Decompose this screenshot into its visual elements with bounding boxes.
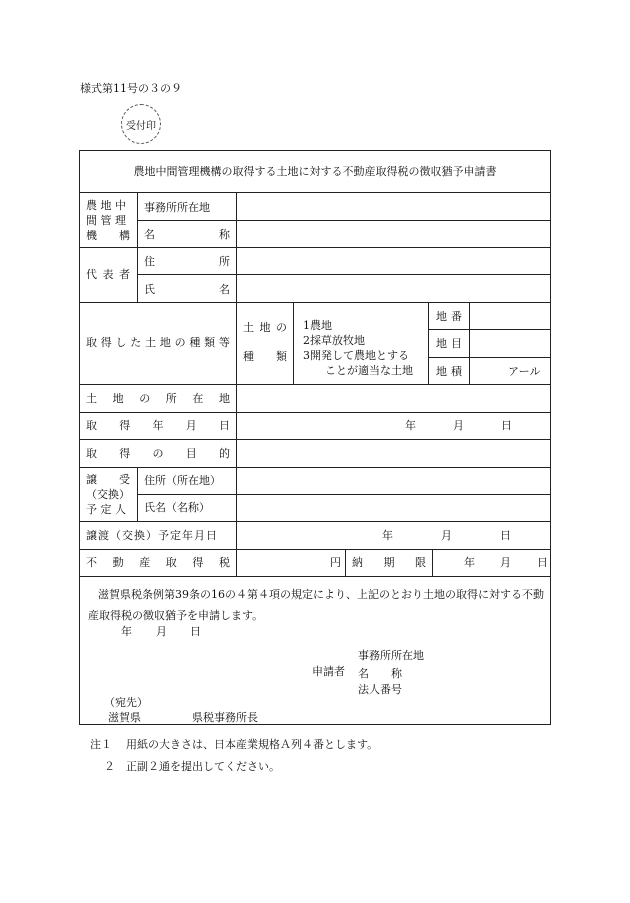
acquisition-purpose-label: 取 得 の 目 的 [86,447,230,460]
office-address-label: 事務所所在地 [144,201,210,214]
land-type-label-1: 土 地 の [243,321,287,334]
land-type-options [303,318,413,378]
representative-heading: 代 表 者 [86,268,130,281]
tax-yen-unit: 円 [330,556,341,569]
land-type-heading: 取 得 し た 土 地 の 種 類 等 [86,336,230,349]
note-2-number: ２ [104,760,115,773]
rule [236,192,237,576]
transferee-heading-line: （交換） [86,488,130,501]
rule [79,467,551,468]
rule [79,549,551,550]
tax-due-label: 納 期 限 [352,556,426,569]
note-2-text: 正副２通を提出してください。 [126,760,280,773]
organization-heading-line: 農 地 中 [86,199,126,212]
reception-stamp-circle [121,104,161,144]
rule [432,549,433,576]
rule [79,521,551,522]
transferee-heading-line: 譲 受 [86,473,130,486]
land-type-option[interactable]: 2採草放牧地 [303,334,365,347]
acquisition-purpose-field[interactable] [240,442,548,464]
transferee-name-label: 氏名（名称） [144,501,210,514]
transferee-address-field[interactable] [240,470,548,492]
date-month[interactable]: 月 [156,625,167,638]
applicant-office-address-label: 事務所所在地 [358,649,424,662]
lot-number-field[interactable] [472,305,548,327]
application-statement: 滋賀県税条例第39条の16の４第４項の規定により、上記のとおり土地の取得に対する不動産取得税の徴収猶予を申請します。 [88,588,544,622]
land-category-label: 地 目 [436,337,462,350]
rule [137,467,138,521]
tax-due-year[interactable]: 年 [464,556,475,569]
representative-name-field[interactable] [240,277,548,299]
organization-heading-line: 間 管 理 [86,214,126,227]
tax-label: 不 動 産 取 得 税 [86,556,230,569]
land-type-option[interactable]: 3開発して農地とする [303,349,409,362]
lot-number-label: 地 番 [436,310,462,323]
rule [79,384,551,385]
addressee-prefecture: 滋賀県 [108,711,141,724]
rule [293,302,294,384]
rule [79,439,551,440]
transfer-date-label: 譲渡（交換）予定年月日 [86,529,218,542]
date-year[interactable]: 年 [121,625,132,638]
organization-heading [86,198,130,243]
rule [469,302,470,384]
note-1-text: 用紙の大きさは、日本産業規格Ａ列４番とします。 [126,738,379,751]
rule [137,192,138,302]
representative-address-label: 住 所 [144,255,230,268]
area-label: 地 積 [436,365,462,378]
rule [345,549,346,576]
note-1-number: 注１ [90,738,112,751]
organization-name-field[interactable] [240,223,548,245]
rule [428,357,551,358]
rule [137,494,551,495]
applicant-name-label: 名 称 [358,667,402,680]
rule [79,576,551,577]
area-unit: アール [508,365,541,378]
transfer-day[interactable]: 日 [500,529,511,542]
rule [137,220,551,221]
rule [79,192,551,193]
representative-address-field[interactable] [240,250,548,272]
date-day[interactable]: 日 [190,625,201,638]
rule [428,329,551,330]
transfer-month[interactable]: 月 [441,529,452,542]
representative-name-label: 氏 名 [144,283,230,296]
acquisition-month[interactable]: 月 [453,419,464,432]
tax-due-day[interactable]: 日 [537,556,548,569]
applicant-label: 申請者 [312,665,345,678]
land-location-label: 土 地 の 所 在 地 [86,392,230,405]
rule [428,302,429,384]
organization-name-label: 名 称 [144,228,230,241]
rule [79,412,551,413]
acquisition-year[interactable]: 年 [405,419,416,432]
form-number: 様式第11号の３の９ [80,82,182,95]
tax-due-month[interactable]: 月 [500,556,511,569]
addressee-office: 県税事務所長 [192,711,258,724]
land-type-option[interactable]: ことが適当な土地 [325,364,413,377]
stamp-label: 受付印 [126,120,156,132]
rule [79,247,551,248]
transferee-address-label: 住所（所在地） [144,474,221,487]
transferee-heading-line: 予 定 人 [86,503,126,516]
land-category-field[interactable] [472,332,548,354]
addressee-label: （宛先） [104,696,148,709]
rule [137,274,551,275]
organization-heading-line: 機 構 [86,229,130,242]
land-type-option[interactable]: 1農地 [303,319,332,332]
transfer-year[interactable]: 年 [382,529,393,542]
transferee-name-field[interactable] [240,497,548,519]
applicant-corporate-number-label: 法人番号 [358,683,402,696]
acquisition-day[interactable]: 日 [501,419,512,432]
land-location-field[interactable] [240,387,548,409]
transferee-heading [86,472,130,517]
form-title: 農地中間管理機構の取得する土地に対する不動産取得税の徴収猶予申請書 [133,165,497,178]
land-type-label-2: 種 類 [243,350,287,363]
office-address-field[interactable] [240,195,548,217]
rule [79,302,551,303]
acquisition-date-label: 取 得 年 月 日 [86,419,230,432]
